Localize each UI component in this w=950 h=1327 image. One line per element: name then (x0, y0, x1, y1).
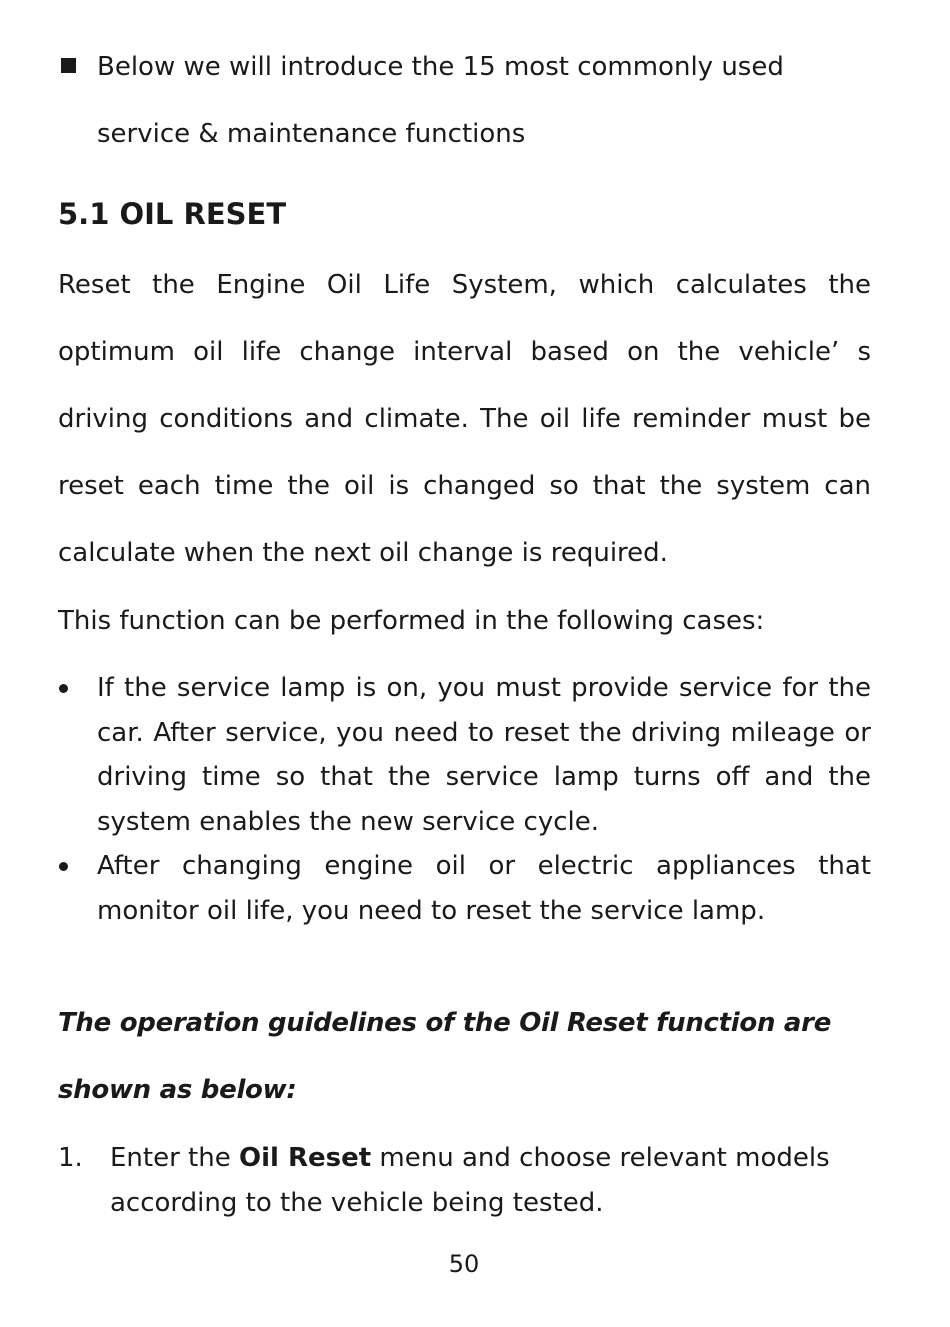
step-menu-name: Oil Reset (238, 1143, 372, 1173)
step-text-prefix: Enter the (110, 1143, 239, 1173)
list-item-text: After changing engine oil or electric appliances that monitor oil life, you need to reset the service lamp. (97, 851, 871, 926)
bullet-dot-icon (59, 684, 68, 693)
description-paragraph: Reset the Engine Oil Life System, which calculates the optimum oil life change interval based on the vehicle’ s driving conditions and climate. The oil life reminder must be reset each time the oil is changed so that the system can calculate when the next oil change is required. (58, 270, 871, 568)
section-title: 5.1 OIL RESET (58, 197, 287, 231)
steps-list (58, 1136, 871, 1225)
list-item (58, 844, 871, 933)
guidelines-heading: The operation guidelines of the Oil Reset function are shown as below: (58, 1008, 832, 1105)
step-number: 1. (58, 1143, 83, 1173)
list-item-text: If the service lamp is on, you must provide service for the car. After service, you need to reset the driving mileage or driving time so that the service lamp turns off and the system enables the new service cycle. (97, 673, 871, 837)
cases-intro-paragraph: This function can be performed in the following cases: (58, 606, 765, 636)
square-bullet-icon (61, 58, 76, 73)
step-item (58, 1136, 871, 1225)
bullet-dot-icon (59, 862, 68, 871)
cases-list (58, 666, 871, 933)
list-item (58, 666, 871, 844)
intro-bullet (58, 34, 872, 168)
page-number: 50 (448, 1250, 480, 1278)
intro-text: Below we will introduce the 15 most commonly used service & maintenance functions (97, 52, 784, 149)
step-text-suffix: menu and choose relevant models according to the vehicle being tested. (110, 1143, 830, 1218)
